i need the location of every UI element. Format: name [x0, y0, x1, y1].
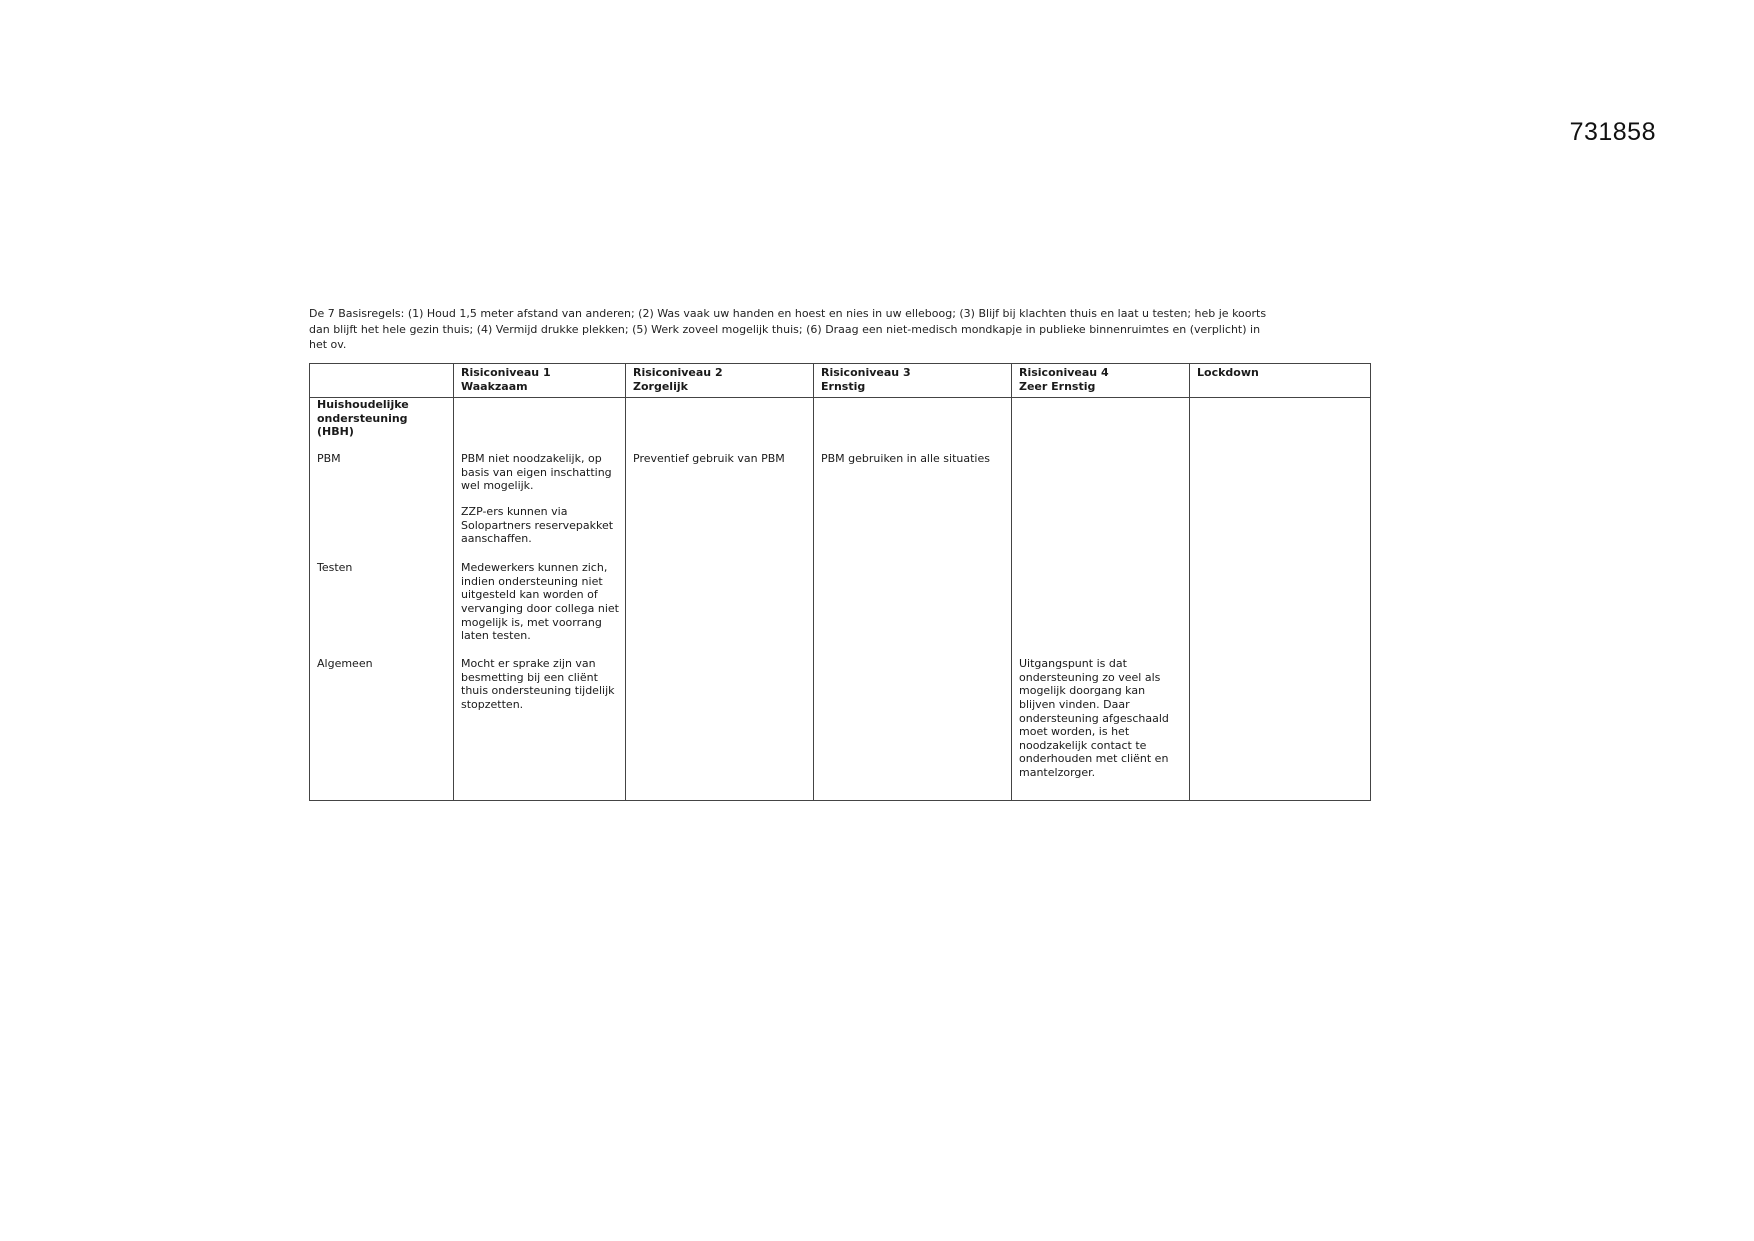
lockdown-cell — [1190, 398, 1371, 801]
document-number: 731858 — [1569, 118, 1656, 146]
niveau1-algemeen-text: Mocht er sprake zijn van besmetting bij een cliënt thuis ondersteuning tijdelijk stopzetten. — [461, 657, 615, 711]
header-risiconiveau-4: Risiconiveau 4 Zeer Ernstig — [1012, 364, 1190, 398]
niveau2-pbm-text: Preventief gebruik van PBM — [633, 452, 785, 466]
header-risiconiveau-2: Risiconiveau 2 Zorgelijk — [626, 364, 814, 398]
header-empty-cell — [310, 364, 454, 398]
section-title: Huishoudelijke ondersteuning (HBH) — [317, 398, 409, 439]
niveau4-algemeen-text: Uitgangspunt is dat ondersteuning zo veel als mogelijk doorgang kan blijven vinden. Daar ondersteuning afgeschaald moet worden, is het noodzakelijk contact te onderhouden met cliënt en mantelzorger. — [1019, 657, 1169, 779]
header-risiconiveau-3: Risiconiveau 3 Ernstig — [814, 364, 1012, 398]
table-row — [310, 398, 1371, 801]
niveau3-pbm-text: PBM gebruiken in alle situaties — [821, 452, 990, 466]
niveau-3-cell — [814, 398, 1012, 801]
niveau1-pbm-text: PBM niet noodzakelijk, op basis van eigen inschatting wel mogelijk. — [461, 452, 612, 493]
niveau1-testen-text: Medewerkers kunnen zich, indien ondersteuning niet uitgesteld kan worden of vervanging door collega niet mogelijk is, met voorrang laten testen. — [461, 561, 619, 643]
risk-level-table — [309, 363, 1371, 801]
basic-rules-intro: De 7 Basisregels: (1) Houd 1,5 meter afstand van anderen; (2) Was vaak uw handen en hoest en nies in uw elleboog; (3) Blijf bij klachten thuis en laat u testen; heb je koorts dan blijft het hele gezin thuis; (4) Vermijd drukke plekken; (5) Werk zoveel mogelijk thuis; (6) Draag een niet-medisch mondkapje in publieke binnenruimtes en (verplicht) in het ov. — [309, 307, 1267, 351]
niveau-1-cell — [454, 398, 626, 801]
header-lockdown: Lockdown — [1190, 364, 1371, 398]
niveau-2-cell — [626, 398, 814, 801]
niveau1-pbm-zzp-text: ZZP-ers kunnen via Solopartners reservepakket aanschaffen. — [461, 504, 614, 546]
niveau-4-cell — [1012, 398, 1190, 801]
row-label-pbm: PBM — [317, 452, 341, 466]
table-header-row — [310, 364, 1371, 398]
row-labels-cell — [310, 398, 454, 801]
header-risiconiveau-1: Risiconiveau 1 Waakzaam — [454, 364, 626, 398]
row-label-algemeen: Algemeen — [317, 657, 373, 671]
row-label-testen: Testen — [317, 561, 353, 575]
